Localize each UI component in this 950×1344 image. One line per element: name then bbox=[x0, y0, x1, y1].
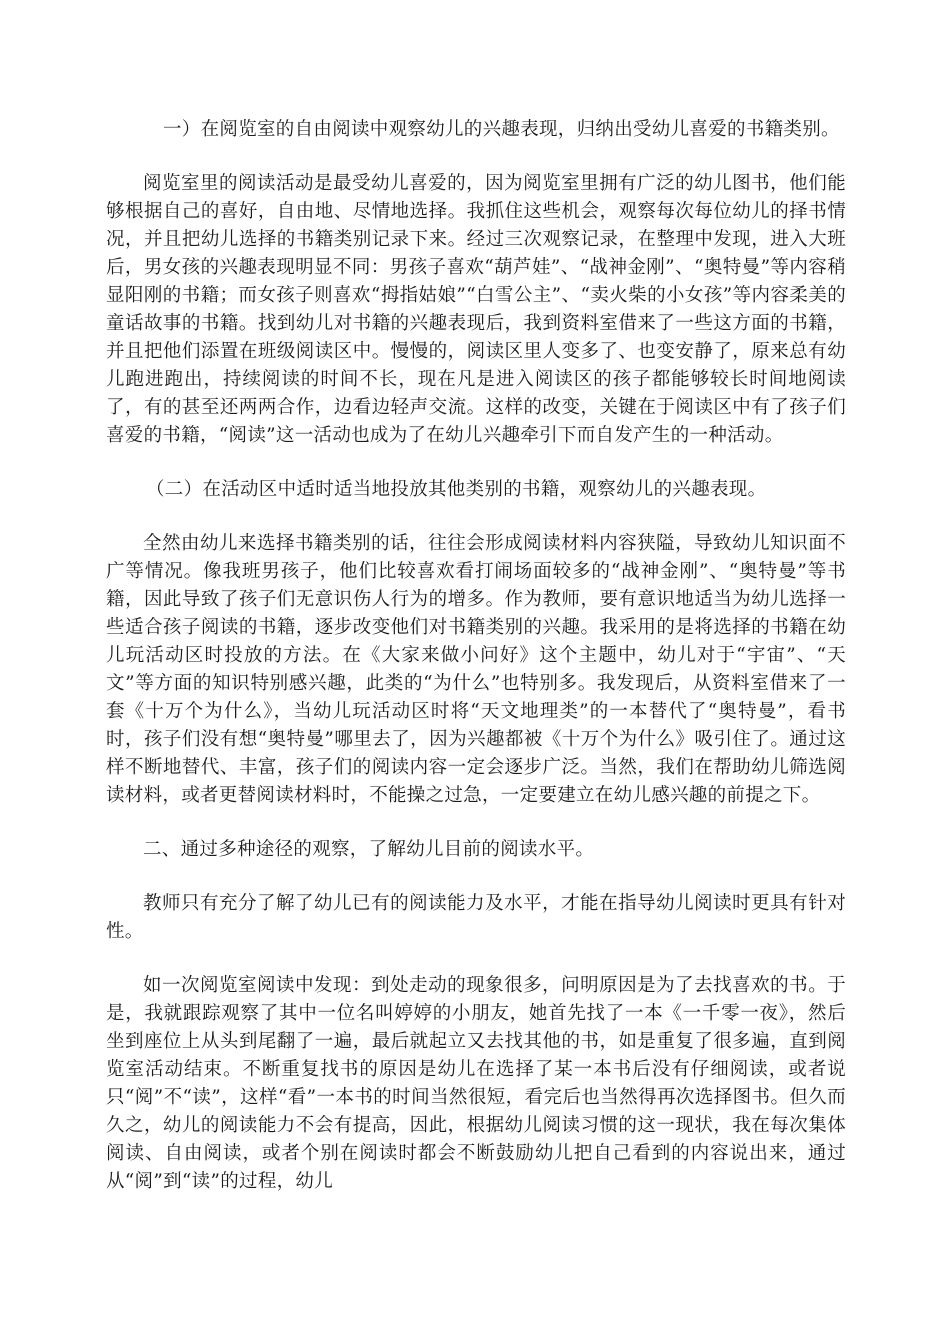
document-body bbox=[106, 116, 846, 1222]
section-heading-main: 二、通过多种途径的观察，了解幼儿目前的阅读水平。 bbox=[143, 839, 595, 860]
paragraph: 阅览室里的阅读活动是最受幼儿喜爱的，因为阅览室里拥有广泛的幼儿图书，他们能够根据自己的喜好，自由地、尽情地选择。我抓住这些机会，观察每次每位幼儿的择书情况，并且把幼儿选择的书籍类别记录下来。经过三次观察记录，在整理中发现，进入大班后，男女孩的兴趣表现明显不同：男孩子喜欢“葫芦娃”、“战神金刚”、“奥特曼”等内容稍显阳刚的书籍；而女孩子则喜欢“拇指姑娘”“白雪公主”、“卖火柴的小女孩”等内容柔美的童话故事的书籍。找到幼儿对书籍的兴趣表现后，我到资料室借来了一些这方面的书籍，并且把他们添置在班级阅读区中。慢慢的，阅读区里人变多了、也变安静了，原来总有幼儿跑进跑出，持续阅读的时间不长，现在凡是进入阅读区的孩子都能够较长时间地阅读了，有的甚至还两两合作，边看边轻声交流。这样的改变，关键在于阅读区中有了孩子们喜爱的书籍，“阅读”这一活动也成为了在幼儿兴趣牵引下而自发产生的一种活动。 bbox=[106, 173, 846, 446]
section-heading-1: 一）在阅览室的自由阅读中观察幼儿的兴趣表现，归纳出受幼儿喜爱的书籍类别。 bbox=[163, 119, 840, 140]
paragraph: 全然由幼儿来选择书籍类别的话，往往会形成阅读材料内容狭隘，导致幼儿知识面不广等情况。像我班男孩子，他们比较喜欢看打闹场面较多的“战神金刚”、“奥特曼”等书籍，因此导致了孩子们无意识伤人行为的增多。作为教师，要有意识地适当为幼儿选择一些适合孩子阅读的书籍，逐步改变他们对书籍类别的兴趣。我采用的是将选择的书籍在幼儿玩活动区时投放的方法。在《大家来做小问好》这个主题中，幼儿对于“宇宙”、“天文”等方面的知识特别感兴趣，此类的“为什么”也特别多。我发现后，从资料室借来了一套《十万个为什么》，当幼儿玩活动区时将“天文地理类”的一本替代了“奥特曼”，看书时，孩子们没有想“奥特曼”哪里去了，因为兴趣都被《十万个为什么》吸引住了。通过这样不断地替代、丰富，孩子们的阅读内容一定会逐步广泛。当然，我们在帮助幼儿筛选阅读材料，或者更替阅读材料时，不能操之过急，一定要建立在幼儿感兴趣的前提之下。 bbox=[106, 533, 846, 806]
paragraph: 教师只有充分了解了幼儿已有的阅读能力及水平，才能在指导幼儿阅读时更具有针对性。 bbox=[106, 893, 846, 942]
paragraph: 如一次阅览室阅读中发现：到处走动的现象很多，问明原因是为了去找喜欢的书。于是，我就跟踪观察了其中一位名叫婷婷的小朋友，她首先找了一本《一千零一夜》，然后坐到座位上从头到尾翻了一遍，最后就起立又去找其他的书，如是重复了很多遍，直到阅览室活动结束。不断重复找书的原因是幼儿在选择了某一本书后没有仔细阅读，或者说只“阅”不“读”，这样“看”一本书的时间当然很短，看完后也当然得再次选择图书。但久而久之，幼儿的阅读能力不会有提高，因此，根据幼儿阅读习惯的这一现状，我在每次集体阅读、自由阅读，或者个别在阅读时都会不断鼓励幼儿把自己看到的内容说出来，通过从“阅”到“读”的过程，幼儿 bbox=[106, 975, 846, 1192]
section-heading-2: （二）在活动区中适时适当地投放其他类别的书籍，观察幼儿的兴趣表现。 bbox=[146, 479, 767, 500]
